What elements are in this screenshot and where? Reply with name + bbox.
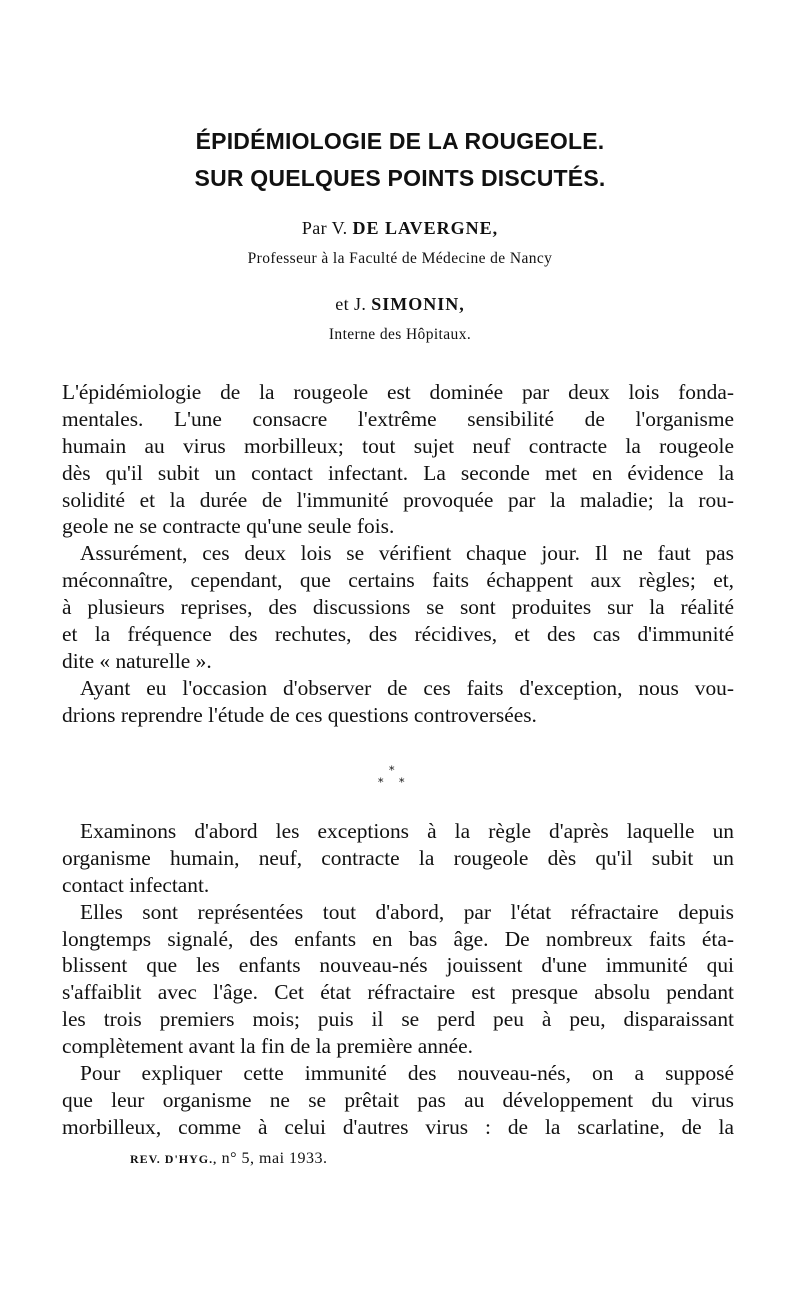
et-prefix: et J. [335,294,367,314]
article-title-line-1: ÉPIDÉMIOLOGIE DE LA ROUGEOLE. [195,128,605,154]
text-line: morbilleux, comme à celui d'autres virus : de la scarlatine, de la [62,1114,734,1139]
article-title-line-2: SUR QUELQUES POINTS DISCUTÉS. [194,165,606,191]
text-line: Assurément, ces deux lois se vérifient chaque jour. Il ne faut pas [80,541,734,566]
text-line: geole ne se contracte qu'une seule fois. [62,514,395,539]
author-1-name: DE LAVERGNE, [352,218,499,238]
text-line: organisme humain, neuf, contracte la rougeole dès qu'il subit un [62,845,734,870]
journal-abbreviation: REV. D'HYG., [130,1152,218,1166]
text-line: Elles sont représentées tout d'abord, par l'état réfractaire depuis [80,899,734,924]
text-line: les trois premiers mois; puis il se perd peu à peu, disparaissant [62,1007,734,1032]
text-line: et la fréquence des rechutes, des récidives, et des cas d'immunité [62,622,734,647]
text-line: complètement avant la fin de la première année. [62,1034,473,1059]
author-2-affiliation: Interne des Hôpitaux. [328,326,472,343]
text-line: méconnaître, cependant, que certains faits échappent aux règles; et, [62,568,734,593]
text-line: blissent que les enfants nouveau-nés jouissent d'une immunité qui [62,953,734,978]
text-line: dite « naturelle ». [62,648,212,673]
author-1-byline [0,218,800,239]
text-line: L'épidémiologie de la rougeole est dominée par deux lois fonda- [62,380,734,404]
text-line: humain au virus morbilleux; tout sujet neuf contracte la rougeole [62,433,734,458]
journal-issue: n° 5, mai 1933. [221,1150,328,1167]
author-2-byline [0,294,800,315]
text-line: solidité et la durée de l'immunité provoquée par la maladie; la rou- [62,487,734,512]
author-1-affiliation: Professeur à la Faculté de Médecine de Nancy [247,250,553,267]
section-2-text [62,818,734,1141]
author-2-name: SIMONIN, [371,294,465,314]
text-line: Examinons d'abord les exceptions à la règle d'après laquelle un [80,819,734,843]
text-line: drions reprendre l'étude de ces questions controversées. [62,702,537,727]
section-1-text [62,379,734,729]
section-separator-asterisks: * * * [378,764,405,789]
text-line: dès qu'il subit un contact infectant. La seconde met en évidence la [62,460,734,485]
text-line: Pour expliquer cette immunité des nouveau-nés, on a supposé [80,1061,734,1086]
text-line: que leur organisme ne se prêtait pas au développement du virus [62,1087,734,1112]
text-line: à plusieurs reprises, des discussions se sont produites sur la réalité [62,595,734,620]
text-line: longtemps signalé, des enfants en bas âge. De nombreux faits éta- [62,926,734,951]
text-line: Ayant eu l'occasion d'observer de ces faits d'exception, nous vou- [80,675,734,700]
text-line: s'affaiblit avec l'âge. Cet état réfractaire est presque absolu pendant [62,980,734,1005]
text-line: contact infectant. [62,872,210,897]
text-line: mentales. L'une consacre l'extrême sensibilité de l'organisme [62,406,734,431]
by-prefix: Par V. [301,218,348,238]
journal-footer [130,1150,328,1168]
